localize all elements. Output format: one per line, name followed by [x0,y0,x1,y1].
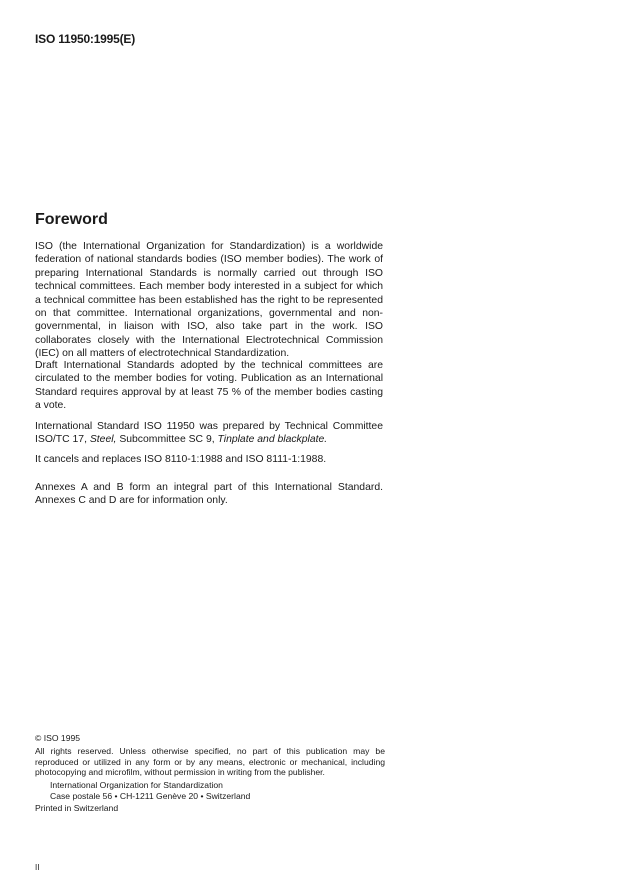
rights-statement: All rights reserved. Unless otherwise specified, no part of this publication may be reproduced or utilized in any form or by any means, electronic or mechanical, including photocopying and microfilm, without permission in writing from the publisher. [35,746,385,778]
subcommittee-tinplate: Tinplate and blackplate. [217,434,328,446]
committee-steel: Steel, [89,434,117,446]
text: International Standard ISO 11950 was prepared by Technical Committee ISO/TC 17, [35,421,383,446]
text: Subcommittee SC 9, [116,434,218,446]
copyright-notice: © ISO 1995 [35,733,81,743]
org-address: Case postale 56 • CH-1211 Genève 20 • Switzerland [50,790,251,801]
page-number: II [35,863,40,872]
document-id-header: ISO 11950:1995(E) [35,32,136,46]
section-title: Foreword [35,211,108,228]
foreword-paragraph-3 [35,420,383,447]
publisher-address [50,780,250,801]
org-name: International Organization for Standardization [50,780,223,790]
foreword-paragraph-4: It cancels and replaces ISO 8110-1:1988 and ISO 8111-1:1988. [35,454,327,465]
foreword-paragraph-2: Draft International Standards adopted by the technical committees are circulated to the member bodies for voting. Publication as an International Standard requires approval by at least 75 % of the member bodies casting a vote. [35,360,383,412]
printed-in: Printed in Switzerland [35,803,119,813]
foreword-paragraph-5: Annexes A and B form an integral part of this International Standard. Annexes C and D are for information only. [35,482,383,507]
foreword-paragraph-1: ISO (the International Organization for Standardization) is a worldwide federation of national standards bodies (ISO member bodies). The work of preparing International Standards is normally carried out through ISO technical committees. Each member body interested in a subject for which a technical committee has been established has the right to be represented on that committee. International organizations, governmental and non-governmental, in liaison with ISO, also take part in the work. ISO collaborates closely with the International Electrotechnical Commission (IEC) on all matters of electrotechnical Standardization. [35,241,383,360]
